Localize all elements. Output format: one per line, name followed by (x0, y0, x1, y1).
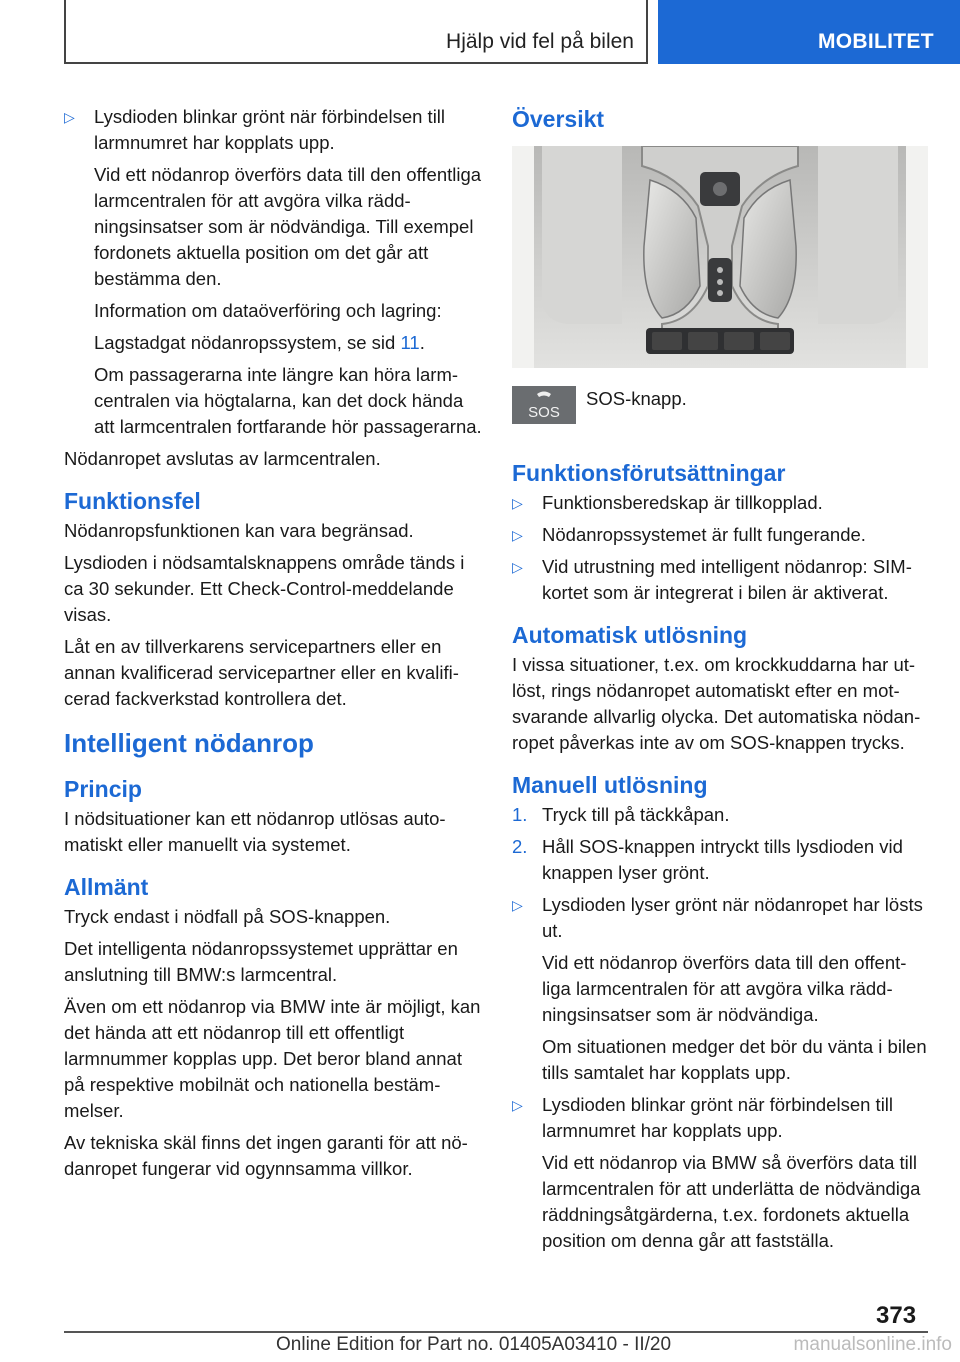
footer-divider (64, 1331, 928, 1333)
paragraph: Det intelligenta nödanropssystemet upprättar en anslutning till BMW:s larmcentral. (64, 938, 458, 985)
header-section-box (64, 0, 648, 64)
paragraph-with-reference (64, 330, 482, 356)
footer-edition: Online Edition for Part no. 01405A03410 - II/20 (276, 1334, 672, 1355)
triangle-right-icon: ▷ (64, 109, 75, 125)
paragraph: Vid ett nödanrop överförs data till den offentliga larmcentralen för att avgöra vilka räddningsinsatser som är nödvändiga. Till exempel fordonets aktuella position om det går att bestämma den. (94, 164, 482, 289)
paragraph: Tryck endast i nödfall på SOS-knappen. (64, 906, 391, 927)
triangle-right-icon: ▷ (512, 897, 523, 913)
heading-oversikt: Översikt (512, 106, 605, 132)
header-chapter-title: MOBILITET (818, 30, 934, 53)
sos-phone-icon (512, 386, 576, 424)
sos-button-icon (512, 386, 576, 424)
heading-intelligent-nodanrop: Intelligent nödanrop (64, 728, 314, 758)
heading-princip: Princip (64, 776, 142, 802)
paragraph: Vid ett nödanrop via BMW så överförs data till larmcentralen för att underlätta de nödvändiga räddningsåtgärderna, t.ex. fordonets aktuella position om denna går att fastställa. (542, 1152, 921, 1251)
list-item (512, 892, 928, 944)
step-text: Tryck till på täckkåpan. (542, 804, 730, 825)
triangle-right-icon: ▷ (512, 559, 523, 575)
right-column (512, 104, 928, 1260)
paragraph: Lysdioden i nödsamtalsknappens område tänds i ca 30 sekunder. Ett Check-Control-meddelande visas. (64, 552, 465, 625)
page-number: 373 (876, 1302, 917, 1329)
step-text: Håll SOS-knappen intryckt tills lysdioden vid knappen lyser grönt. (542, 836, 903, 883)
triangle-right-icon: ▷ (512, 495, 523, 511)
reference-text: Lagstadgat nödanropssystem, se sid (94, 332, 401, 353)
heading-automatisk-utlosning: Automatisk utlösning (512, 622, 748, 648)
numbered-step (512, 834, 928, 886)
step-number: 2. (512, 836, 528, 857)
step-number: 1. (512, 804, 528, 825)
list-item-text: Nödanropssystemet är fullt fungerande. (542, 524, 866, 545)
header-section-title: Hjälp vid fel på bilen (446, 30, 634, 53)
paragraph: Vid ett nödanrop överförs data till den offentliga larmcentralen för att avgöra vilka räddningsinsatser som är nödvändiga. (542, 952, 907, 1025)
list-item (512, 554, 928, 606)
paragraph: Låt en av tillverkarens servicepartners eller en annan kvalificerad servicepartner eller en kvalificerad fackverkstad kontrollera det. (64, 636, 459, 709)
triangle-right-icon: ▷ (512, 527, 523, 543)
list-item-text: Lysdioden blinkar grönt när förbindelsen till larmnumret har kopplats upp. (94, 106, 446, 153)
paragraph: Om situationen medger det bör du vänta i bilen tills samtalet har kopplats upp. (542, 1036, 927, 1083)
list-item-text: Lysdioden blinkar grönt när förbindelsen till larmnumret har kopplats upp. (542, 1094, 894, 1141)
list-item-text: Vid utrustning med intelligent nödanrop: SIM-kortet som är integrerat i bilen är aktiverat. (542, 556, 912, 603)
triangle-right-icon: ▷ (512, 1097, 523, 1113)
list-item-text: Lysdioden lyser grönt när nödanropet har lösts ut. (542, 894, 923, 941)
list-item (64, 104, 482, 156)
list-item-text: Funktionsberedskap är tillkopplad. (542, 492, 823, 513)
heading-funktionsforutsattningar: Funktionsförutsättningar (512, 460, 786, 486)
paragraph: Information om dataöverföring och lagring: (94, 300, 442, 321)
paragraph: I vissa situationer, t.ex. om krockkuddarna har utlöst, rings nödanropet automatiskt efter en motsvarande allvarlig olycka. Det automatiska nödanropet påverkas inte av om SOS-knappen trycks. (512, 654, 921, 753)
heading-manuell-utlosning: Manuell utlösning (512, 772, 708, 798)
sos-button-legend (512, 386, 928, 444)
sos-icon-text: SOS (528, 404, 560, 421)
reference-punctuation: . (419, 332, 425, 353)
heading-funktionsfel: Funktionsfel (64, 488, 201, 514)
paragraph: Om passagerarna inte längre kan höra larmcentralen via högtalarna, kan det dock hända att larmcentralen fortfarande hör passagerarna. (94, 364, 482, 437)
paragraph: Nödanropet avslutas av larmcentralen. (64, 448, 381, 469)
list-item (512, 522, 928, 548)
list-item (512, 1092, 928, 1144)
list-item (512, 490, 928, 516)
paragraph: Nödanropsfunktionen kan vara begränsad. (64, 520, 414, 541)
numbered-step (512, 802, 928, 828)
overhead-console-photo (512, 146, 928, 368)
heading-allmant: Allmänt (64, 874, 149, 900)
sos-button-caption: SOS-knapp. (586, 388, 687, 409)
header-chapter-tab (658, 0, 960, 64)
left-column (64, 104, 482, 1188)
watermark: manualsonline.info (793, 1334, 952, 1355)
paragraph: Även om ett nödanrop via BMW inte är möjligt, kan det hända att ett nödanrop till ett offentligt larmnummer kopplas upp. Det beror bland annat på respektive mobilnät och nationella bestämmelser. (64, 996, 481, 1121)
paragraph: I nödsituationer kan ett nödanrop utlösas automatiskt eller manuellt via systemet. (64, 808, 446, 855)
paragraph: Av tekniska skäl finns det ingen garanti för att nödanropet fungerar vid ogynnsamma villkor. (64, 1132, 468, 1179)
page-reference-link[interactable]: 11 (400, 332, 420, 353)
